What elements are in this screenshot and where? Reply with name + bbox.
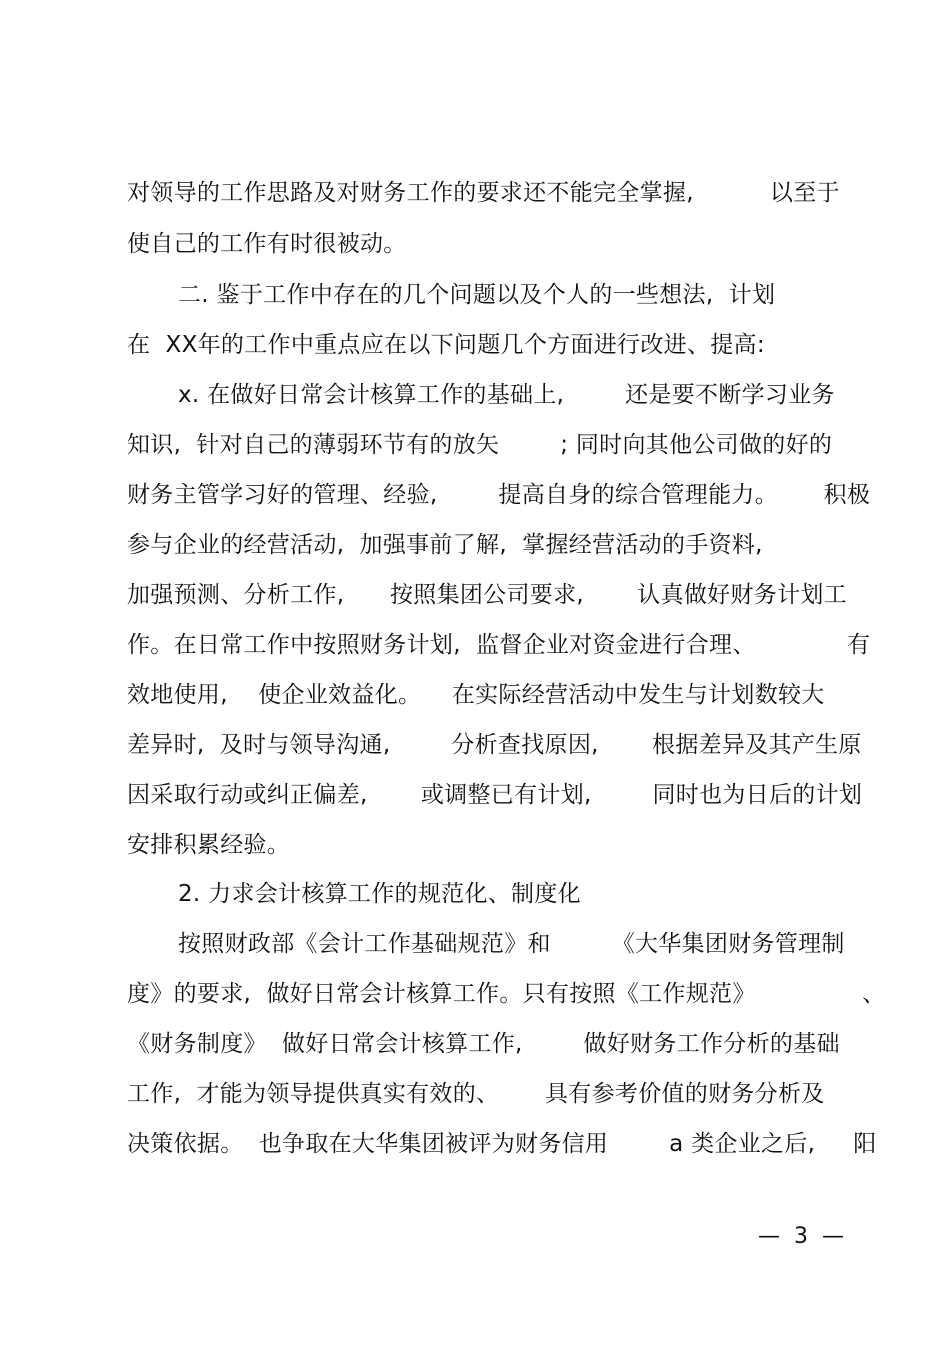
text-line: 效地使用, 使企业效益化。 在实际经营活动中发生与计划数较大 (127, 682, 825, 708)
list-item-heading: x. 在做好日常会计核算工作的基础上, 还是要不断学习业务 (178, 382, 835, 408)
text-line: 差异时, 及时与领导沟通, 分析查找原因, 根据差异及其产生原 (127, 732, 862, 758)
text-line: 加强预测、分析工作, 按照集团公司要求, 认真做好财务计划工 (127, 582, 847, 608)
text-line: 在 XX年的工作中重点应在以下问题几个方面进行改进、提高: (127, 332, 765, 358)
text-line: 使自己的工作有时很被动。 (127, 231, 407, 257)
text-line: 《财务制度》 做好日常会计核算工作, 做好财务工作分析的基础 (127, 1031, 840, 1057)
page-number: — 3 — (758, 1224, 844, 1249)
text-line: 安排积累经验。 (127, 832, 291, 858)
text-line: 因采取行动或纠正偏差, 或调整已有计划, 同时也为日后的计划 (127, 782, 863, 808)
text-line: 工作, 才能为领导提供真实有效的、 具有参考价值的财务分析及 (127, 1081, 825, 1107)
text-line: 度》的要求, 做好日常会计核算工作。只有按照《工作规范》 、 (127, 981, 886, 1007)
section-heading: 二. 鉴于工作中存在的几个问题以及个人的一些想法, 计划 (178, 282, 776, 308)
text-line: 决策依据。 也争取在大华集团被评为财务信用 a 类企业之后, 阳 (127, 1131, 877, 1157)
text-line: 对领导的工作思路及对财务工作的要求还不能完全掌握, 以至于 (127, 180, 840, 206)
text-line: 按照财政部《会计工作基础规范》和 《大华集团财务管理制 (178, 931, 845, 957)
text-line: 作。在日常工作中按照财务计划, 监督企业对资金进行合理、 有 (127, 632, 871, 658)
text-line: 知识, 针对自己的薄弱环节有的放矢 ; 同时向其他公司做的好的 (127, 432, 833, 458)
text-line: 参与企业的经营活动, 加强事前了解, 掌握经营活动的手资料, (127, 532, 763, 558)
text-line: 财务主管学习好的管理、经验, 提高自身的综合管理能力。 积极 (127, 482, 871, 508)
list-item-heading: 2. 力求会计核算工作的规范化、制度化 (178, 881, 581, 907)
